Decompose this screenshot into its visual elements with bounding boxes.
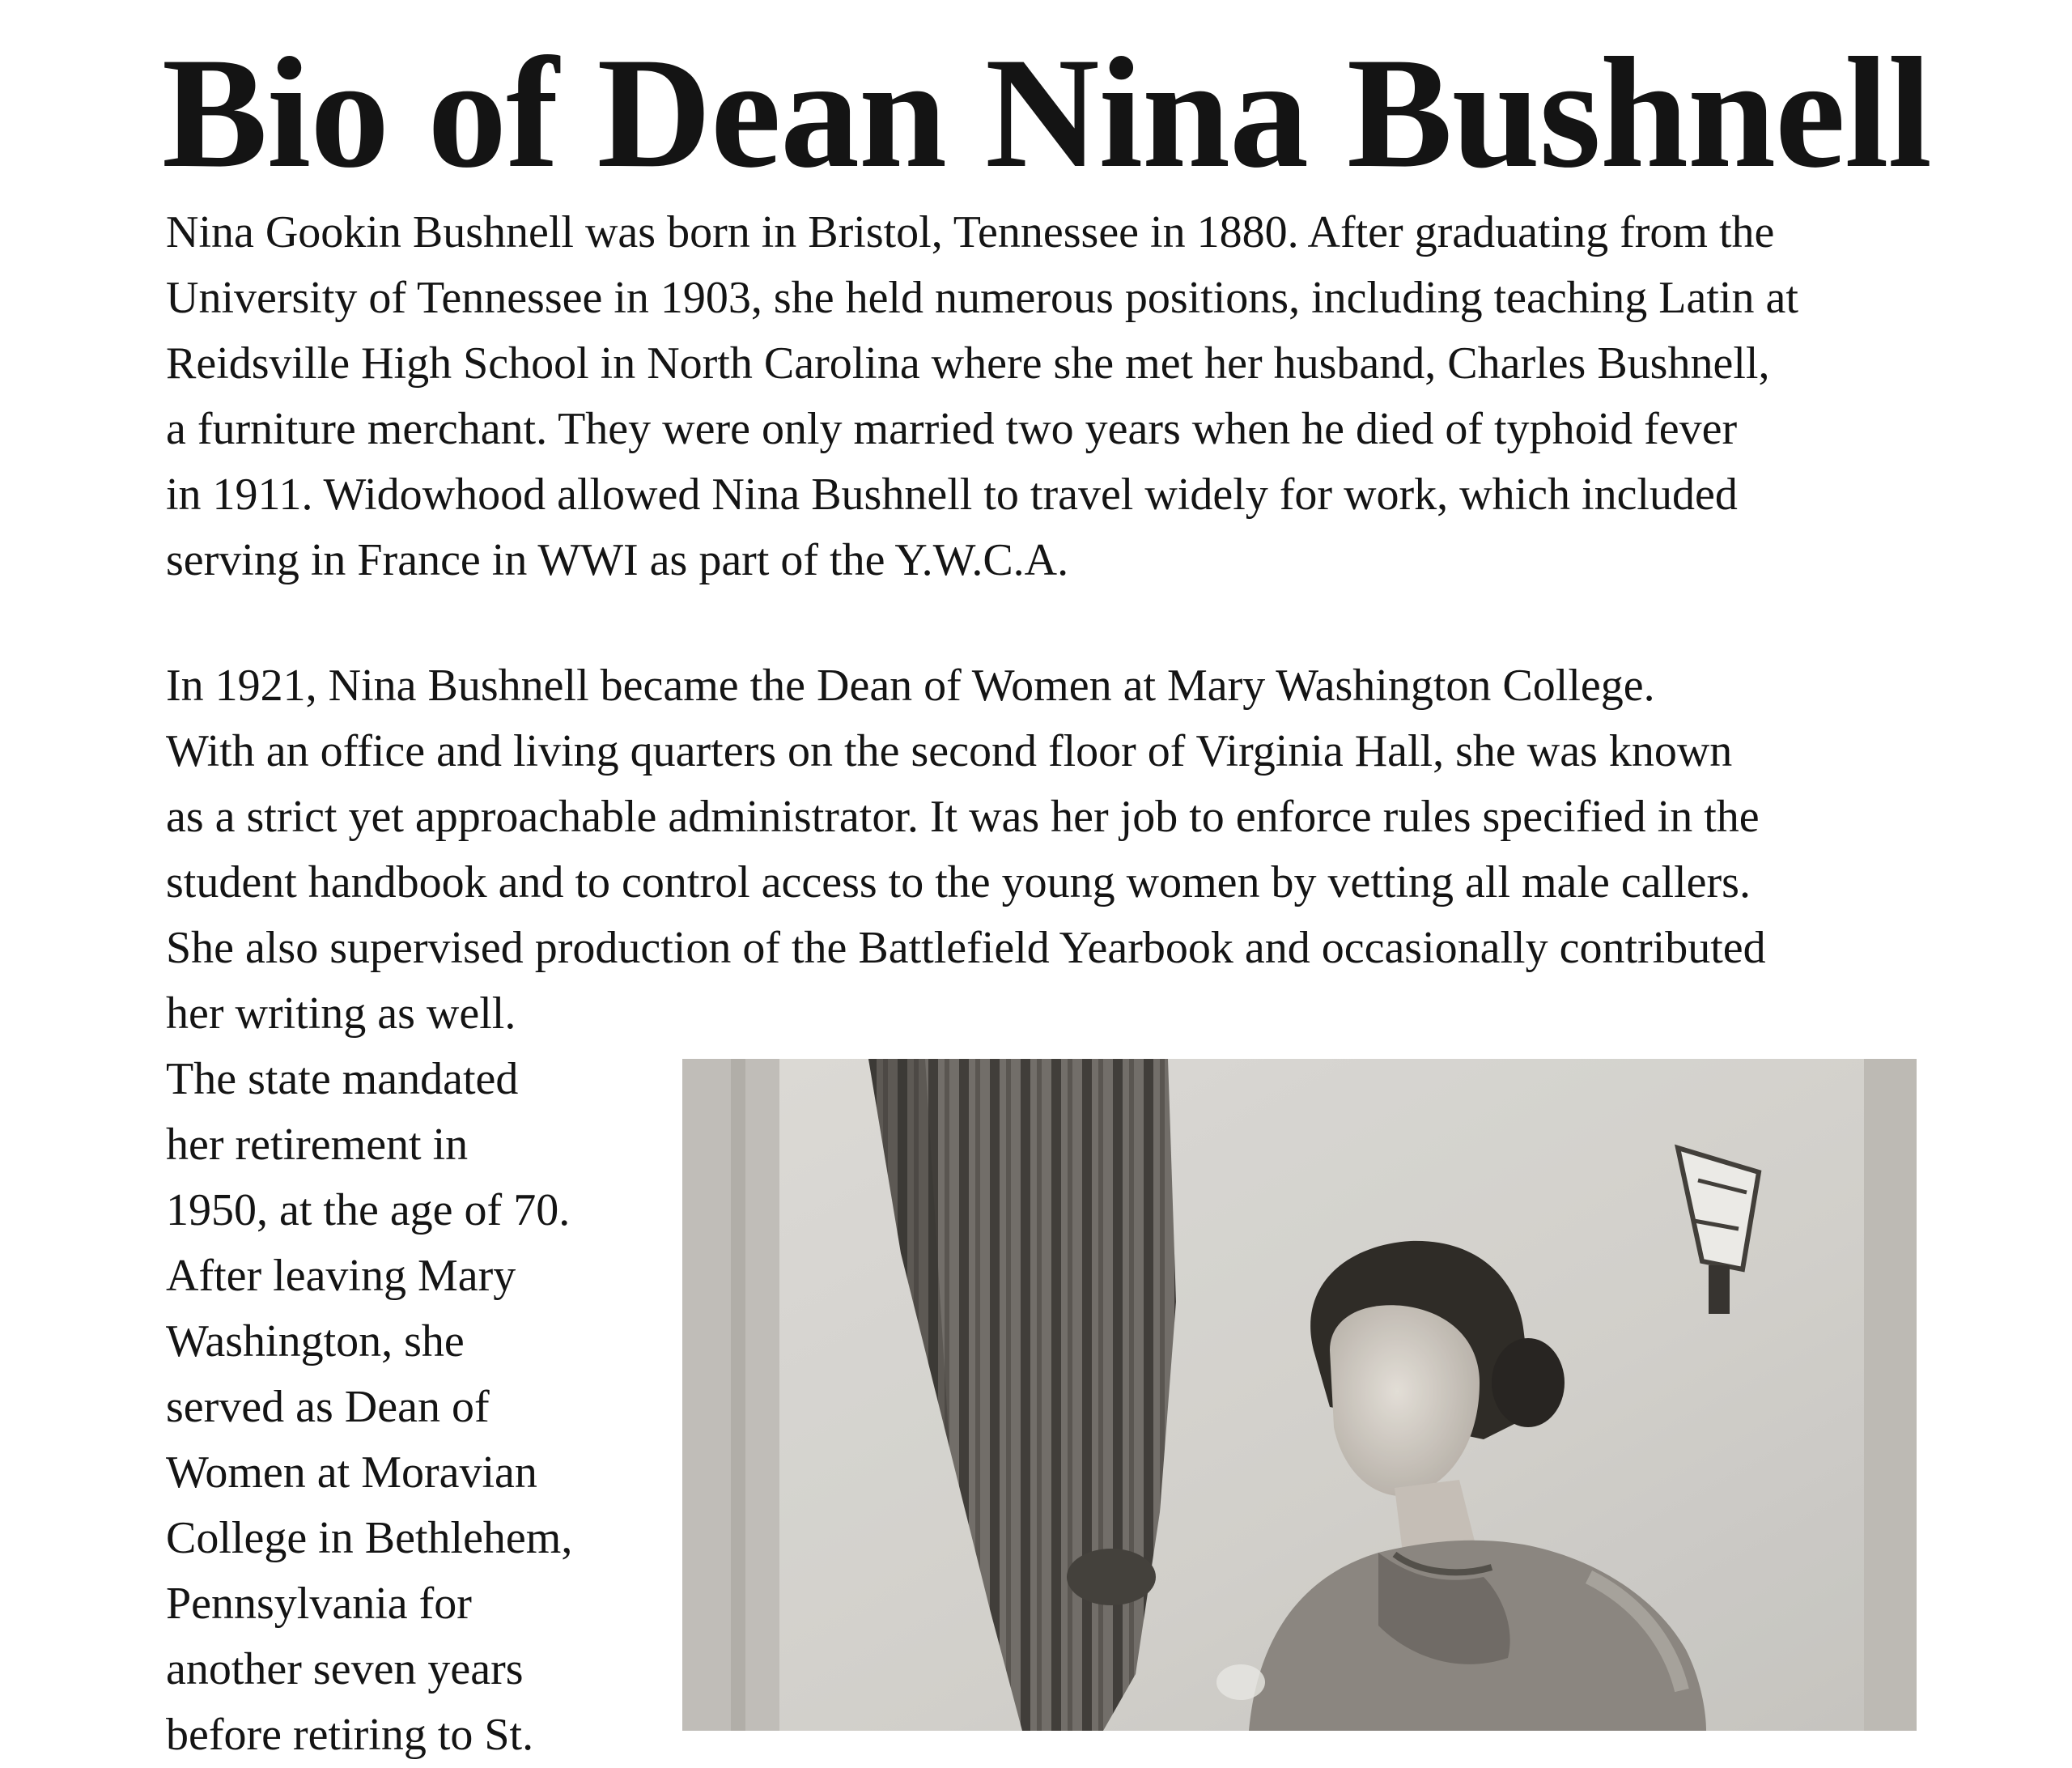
text-line: The state mandated (166, 1054, 519, 1104)
text-line: as a strict yet approachable administrator. It was her job to enforce rules specified in the (166, 792, 1760, 842)
bio-paragraph-dean-career (166, 653, 1947, 1047)
text-line: After leaving Mary (166, 1251, 516, 1301)
bio-paragraph-retirement (166, 1047, 619, 1768)
text-line: served as Dean of (166, 1382, 490, 1432)
text-line: College in Bethlehem, (166, 1513, 573, 1563)
text-line: Women at Moravian (166, 1447, 537, 1498)
text-line: Pennsylvania for (166, 1579, 472, 1629)
bio-paragraph-early-life (166, 200, 1947, 593)
text-line: another seven years (166, 1644, 524, 1694)
text-line: 1950, at the age of 70. (166, 1185, 571, 1235)
text-line: With an office and living quarters on the second floor of Virginia Hall, she was known (166, 726, 1733, 776)
text-line: student handbook and to control access to the young women by vetting all male callers. (166, 857, 1751, 907)
page-title: Bio of Dean Nina Bushnell (162, 25, 1931, 201)
text-line: University of Tennessee in 1903, she held numerous positions, including teaching Latin at (166, 273, 1798, 323)
text-line: Washington, she (166, 1316, 465, 1366)
text-line: in 1911. Widowhood allowed Nina Bushnell to travel widely for work, which included (166, 470, 1738, 520)
text-line: In 1921, Nina Bushnell became the Dean of Women at Mary Washington College. (166, 661, 1655, 711)
text-line: serving in France in WWI as part of the Y.W.C.A. (166, 535, 1069, 585)
text-line: her writing as well. (166, 988, 516, 1039)
text-line: a furniture merchant. They were only married two years when he died of typhoid fever (166, 404, 1738, 454)
text-line: Reidsville High School in North Carolina where she met her husband, Charles Bushnell, (166, 338, 1770, 389)
text-line: She also supervised production of the Battlefield Yearbook and occasionally contributed (166, 923, 1766, 973)
text-line: before retiring to St. (166, 1710, 534, 1760)
text-line: Nina Gookin Bushnell was born in Bristol, Tennessee in 1880. After graduating from the (166, 207, 1775, 257)
portrait-photograph (682, 1059, 1917, 1731)
text-line: her retirement in (166, 1120, 469, 1170)
portrait-photo-image (682, 1059, 1917, 1731)
